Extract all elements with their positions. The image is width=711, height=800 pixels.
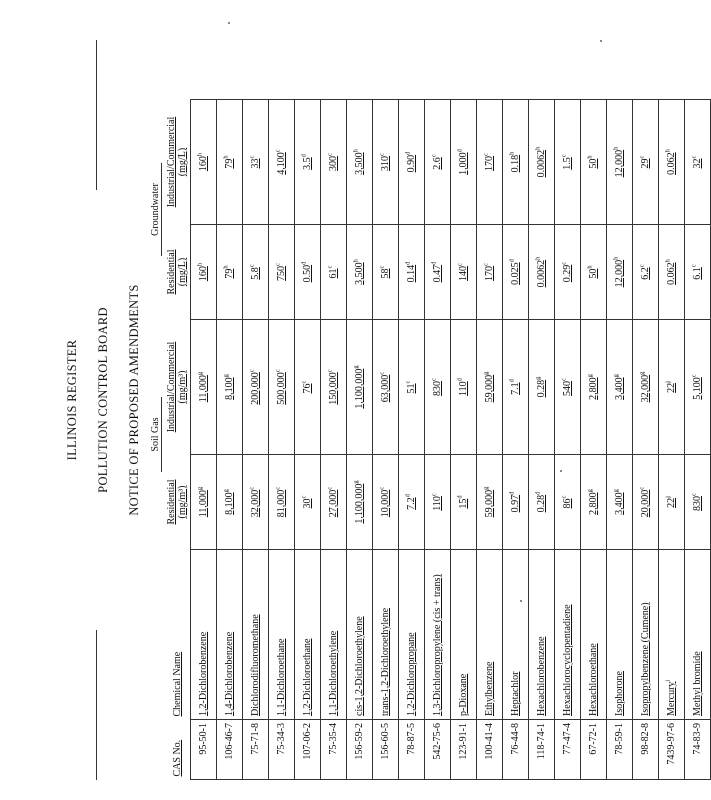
chemical-name-cell: 1,2-Dichlorobenzene [191, 550, 217, 720]
chemical-name-cell: 1,4-Dichlorobenzene [217, 550, 243, 720]
residential-soil-gas-cell: 8,100$^g$ [217, 455, 243, 550]
col-header-ind-soil-gas: Industrial/Commercial (mg/m³) [166, 341, 188, 433]
industrial-groundwater-cell: 4,100$^c$ [269, 100, 295, 225]
footnote-marker: h [222, 155, 230, 159]
chemical-name-cell: Dichlorodifluoromethane [243, 550, 269, 720]
residential-groundwater-cell: 160$^h$ [191, 225, 217, 320]
footnote-marker: c [326, 369, 334, 373]
residential-soil-gas-cell: 10,000$^c$ [373, 455, 399, 550]
chemical-name-cell: 1,1-Dichloroethylene [321, 550, 347, 720]
cas-number-cell: 95-50-1 [191, 720, 217, 780]
residential-soil-gas-cell: 22$^j$ [659, 455, 685, 550]
chemical-name-cell: Mercury$^i$ [659, 550, 685, 720]
chemical-name-cell: 1,3-Dichloropropylene (cis + trans) [425, 550, 451, 720]
cas-number-cell: 100-41-4 [477, 720, 503, 780]
footnote-marker: c [560, 154, 568, 158]
industrial-groundwater-cell: 79$^h$ [217, 100, 243, 225]
chemical-name-cell: 1,2-Dichloropropane [399, 550, 425, 720]
footnote-marker: d [508, 379, 516, 383]
footnote-marker: c [274, 263, 282, 266]
footnote-marker: h [222, 265, 230, 269]
chemical-name-cell: Heptachlor [503, 550, 529, 720]
residential-soil-gas-cell: 3,400$^g$ [607, 455, 633, 550]
footnote-marker: g [482, 371, 490, 375]
footnote-marker: c [248, 369, 256, 373]
footnote-marker: c [690, 374, 698, 378]
residential-groundwater-cell: 61$^c$ [321, 225, 347, 320]
residential-soil-gas-cell: 110$^c$ [425, 455, 451, 550]
table-row [685, 100, 711, 780]
residential-groundwater-cell: 140$^c$ [451, 225, 477, 320]
footnote-marker: c [638, 486, 646, 490]
industrial-soil-gas-cell: 63,000$^c$ [373, 320, 399, 455]
footnote-marker: g [352, 480, 360, 484]
footnote-marker: h [352, 259, 360, 263]
footnote-marker: c [690, 493, 698, 496]
cas-number-cell: 76-44-8 [503, 720, 529, 780]
footnote-marker: c [690, 264, 698, 268]
footnote-marker: c [274, 369, 282, 373]
residential-groundwater-cell: 0.47$^d$ [425, 225, 451, 320]
col-header-cas: CAS No. [171, 739, 183, 777]
scan-speck [228, 22, 230, 24]
table-row [503, 100, 529, 780]
table-body [191, 100, 711, 780]
industrial-soil-gas-cell: 3,400$^g$ [607, 320, 633, 455]
footnote-marker: h [664, 259, 672, 263]
footnote-marker: c [690, 155, 698, 159]
industrial-groundwater-cell: 160$^h$ [191, 100, 217, 225]
soil-gas-group-header: Soil Gas [148, 320, 164, 550]
footnote-marker: d [534, 491, 542, 495]
industrial-groundwater-cell: 0.18$^h$ [503, 100, 529, 225]
residential-groundwater-cell: 5.8$^c$ [243, 225, 269, 320]
footnote-marker: g [586, 374, 594, 378]
residential-soil-gas-cell: 830$^c$ [685, 455, 711, 550]
footnote-marker: c [482, 153, 490, 156]
residential-groundwater-cell: 6.1$^c$ [685, 225, 711, 320]
industrial-soil-gas-cell: 51$^c$ [399, 320, 425, 455]
industrial-soil-gas-cell: 11,000$^g$ [191, 320, 217, 455]
footnote-marker: c [430, 493, 438, 497]
chemical-name-cell: 1,2-Dichloroethane [295, 550, 321, 720]
table-row [399, 100, 425, 780]
footnote-marker: j [664, 496, 672, 498]
industrial-soil-gas-cell: 200,000$^c$ [243, 320, 269, 455]
industrial-soil-gas-cell: 0.28$^g$ [529, 320, 555, 455]
chemical-name-cell: Methyl bromide [685, 550, 711, 720]
cas-number-cell: 123-91-1 [451, 720, 477, 780]
board-title: POLLUTION CONTROL BOARD [96, 307, 110, 493]
residential-groundwater-cell: 12,000$^h$ [607, 225, 633, 320]
chemical-name-cell: p-Dioxane [451, 550, 477, 720]
table-row [659, 100, 685, 780]
chemical-name-cell: Ethylbenzene [477, 550, 503, 720]
notice-title: NOTICE OF PROPOSED AMENDMENTS [127, 284, 141, 516]
residential-groundwater-cell: 0.14$^d$ [399, 225, 425, 320]
residential-groundwater-cell: 0.50$^d$ [295, 225, 321, 320]
residential-soil-gas-cell: 20,000$^c$ [633, 455, 659, 550]
industrial-soil-gas-cell: 5,100$^c$ [685, 320, 711, 455]
industrial-soil-gas-cell: 22$^j$ [659, 320, 685, 455]
footnote-marker: d [456, 495, 464, 499]
industrial-soil-gas-cell: 7.1$^d$ [503, 320, 529, 455]
cas-number-cell: 98-82-8 [633, 720, 659, 780]
residential-soil-gas-cell: 7.2$^d$ [399, 455, 425, 550]
residential-soil-gas-cell: 0.97$^d$ [503, 455, 529, 550]
footnote-marker: j [664, 381, 672, 383]
footnote-marker: d [456, 149, 464, 153]
cas-number-cell: 67-72-1 [581, 720, 607, 780]
amendment-table [148, 99, 711, 780]
footnote-marker: g [196, 371, 204, 376]
industrial-groundwater-cell: 0.062$^h$ [659, 100, 685, 225]
residential-groundwater-cell: 6.2$^c$ [633, 225, 659, 320]
scan-speck [560, 470, 562, 472]
industrial-soil-gas-cell: 76$^c$ [295, 320, 321, 455]
cas-number-cell: 107-06-2 [295, 720, 321, 780]
industrial-groundwater-cell: 1.5$^c$ [555, 100, 581, 225]
table-row [243, 100, 269, 780]
footnote-marker: g [612, 374, 620, 378]
cas-number-cell: 75-71-8 [243, 720, 269, 780]
footnote-marker: h [534, 146, 542, 150]
footnote-marker: c [248, 264, 256, 268]
cas-number-cell: 118-74-1 [529, 720, 555, 780]
industrial-groundwater-cell: 0.0062$^h$ [529, 100, 555, 225]
table-row [555, 100, 581, 780]
residential-soil-gas-cell: 27,000$^c$ [321, 455, 347, 550]
residential-soil-gas-cell: 2,800$^g$ [581, 455, 607, 550]
chemical-name-cell: Hexachlorocyclopentadiene [555, 550, 581, 720]
industrial-groundwater-cell: 3,500$^h$ [347, 100, 373, 225]
table-row [581, 100, 607, 780]
table-row [217, 100, 243, 780]
col-header-name: Chemical Name [171, 651, 183, 717]
industrial-soil-gas-cell: 8,100$^g$ [217, 320, 243, 455]
table-row [347, 100, 373, 780]
col-header-res-groundwater: Residential (mg/L) [166, 249, 188, 295]
footnote-marker: h [612, 256, 620, 260]
footnote-marker: h [196, 152, 204, 157]
industrial-groundwater-cell: 12,000$^h$ [607, 100, 633, 225]
industrial-groundwater-cell: 32$^c$ [685, 100, 711, 225]
footnote-marker: g [196, 486, 204, 491]
footnote-marker: c [274, 149, 282, 153]
cas-number-cell: 77-47-4 [555, 720, 581, 780]
table-row [269, 100, 295, 780]
industrial-soil-gas-cell: 150,000$^c$ [321, 320, 347, 455]
col-header-res-soil-gas: Residential (mg/m³) [166, 479, 188, 525]
footnote-marker: h [664, 149, 672, 153]
footnote-marker: d [300, 261, 308, 265]
residential-soil-gas-cell: 0.28$^d$ [529, 455, 555, 550]
footnote-marker: d [508, 259, 516, 263]
footnote-marker: g [586, 489, 594, 493]
table-row [321, 100, 347, 780]
footnote-marker: c [378, 371, 386, 375]
footnote-marker: d [404, 151, 412, 155]
footnote-marker: d [430, 261, 438, 265]
residential-groundwater-cell: 0.0062$^h$ [529, 225, 555, 320]
residential-groundwater-cell: 3,500$^h$ [347, 225, 373, 320]
chemical-name-cell: Isopropylbenzene (Cumene) [633, 550, 659, 720]
footnote-marker: c [248, 486, 256, 490]
cas-number-cell: 75-35-4 [321, 720, 347, 780]
footnote-marker: c [430, 378, 438, 381]
footnote-marker: c [638, 264, 646, 268]
residential-soil-gas-cell: 86$^c$ [555, 455, 581, 550]
residential-groundwater-cell: 79$^h$ [217, 225, 243, 320]
residential-soil-gas-cell: 81,000$^c$ [269, 455, 295, 550]
industrial-groundwater-cell: 300$^c$ [321, 100, 347, 225]
table-row [191, 100, 217, 780]
residential-soil-gas-cell: 30$^c$ [295, 455, 321, 550]
table-row [477, 100, 503, 780]
residential-soil-gas-cell: 11,000$^g$ [191, 455, 217, 550]
footnote-marker: g [482, 486, 490, 490]
table-row [633, 100, 659, 780]
footnote-marker: g [612, 489, 620, 493]
industrial-groundwater-cell: 1,000$^d$ [451, 100, 477, 225]
footnote-marker: c [326, 486, 334, 490]
table-row [451, 100, 477, 780]
footnote-marker: g [222, 489, 230, 493]
footnote-marker: i [664, 679, 672, 682]
chemical-name-cell: Isophorone [607, 550, 633, 720]
cas-number-cell: 542-75-6 [425, 720, 451, 780]
chemical-name-cell: Hexachlorobenzene [529, 550, 555, 720]
cas-number-cell: 78-59-1 [607, 720, 633, 780]
industrial-groundwater-cell: 3.5$^d$ [295, 100, 321, 225]
cas-number-cell: 156-59-2 [347, 720, 373, 780]
chemical-name-cell: Hexachloroethane [581, 550, 607, 720]
footnote-marker: d [404, 494, 412, 498]
footnote-marker: d [456, 378, 464, 382]
footnote-marker: c [456, 263, 464, 266]
scan-speck [520, 600, 522, 602]
footnote-marker: c [300, 495, 308, 499]
residential-groundwater-cell: 0.29$^c$ [555, 225, 581, 320]
col-header-ind-groundwater: Industrial/Commercial (mg/L) [166, 116, 188, 208]
groundwater-group-header: Groundwater [148, 100, 164, 320]
footnote-marker: h [196, 262, 204, 267]
residential-soil-gas-cell: 32,000$^c$ [243, 455, 269, 550]
footnote-marker: h [352, 149, 360, 153]
footnote-marker: c [560, 378, 568, 381]
footnote-marker: c [430, 154, 438, 158]
industrial-groundwater-cell: 29$^c$ [633, 100, 659, 225]
residential-groundwater-cell: 50$^h$ [581, 225, 607, 320]
footnote-marker: d [508, 491, 516, 495]
chemical-name-cell: cis-1,2-Dichloroethylene [347, 550, 373, 720]
residential-groundwater-cell: 58$^c$ [373, 225, 399, 320]
industrial-soil-gas-cell: 1,100,000$^g$ [347, 320, 373, 455]
industrial-groundwater-cell: 2.6$^c$ [425, 100, 451, 225]
footnote-marker: g [352, 365, 360, 369]
footnote-marker: h [534, 256, 542, 260]
footnote-marker: c [378, 486, 386, 490]
industrial-soil-gas-cell: 110$^d$ [451, 320, 477, 455]
footnote-marker: c [560, 261, 568, 265]
table-row [529, 100, 555, 780]
residential-soil-gas-cell: 59,000$^g$ [477, 455, 503, 550]
footnote-marker: h [508, 151, 516, 155]
footnote-marker: h [586, 155, 594, 159]
industrial-groundwater-cell: 170$^c$ [477, 100, 503, 225]
footnote-marker: c [638, 155, 646, 159]
industrial-soil-gas-cell: 830$^c$ [425, 320, 451, 455]
chemical-name-cell: trans-1,2-Dichloroethylene [373, 550, 399, 720]
footnote-marker: c [378, 265, 386, 269]
industrial-soil-gas-cell: 32,000$^g$ [633, 320, 659, 455]
industrial-soil-gas-cell: 59,000$^g$ [477, 320, 503, 455]
industrial-groundwater-cell: 310$^c$ [373, 100, 399, 225]
residential-groundwater-cell: 0.025$^d$ [503, 225, 529, 320]
chemical-name-cell: 1,1-Dichloroethane [269, 550, 295, 720]
footnote-marker: c [560, 495, 568, 499]
footnote-marker: h [612, 146, 620, 150]
table-row [295, 100, 321, 780]
residential-groundwater-cell: 0.062$^h$ [659, 225, 685, 320]
cas-number-cell: 106-46-7 [217, 720, 243, 780]
footnote-marker: c [300, 380, 308, 384]
table-row [607, 100, 633, 780]
scan-speck [600, 40, 602, 42]
cas-number-cell: 7439-97-6 [659, 720, 685, 780]
footnote-marker: c [274, 486, 282, 490]
residential-groundwater-cell: 750$^c$ [269, 225, 295, 320]
footnote-marker: c [326, 265, 334, 269]
footnote-marker: g [534, 376, 542, 380]
residential-soil-gas-cell: 15$^d$ [451, 455, 477, 550]
industrial-soil-gas-cell: 500,000$^c$ [269, 320, 295, 455]
cas-number-cell: 78-87-5 [399, 720, 425, 780]
register-title: ILLINOIS REGISTER [65, 339, 79, 461]
footnote-marker: g [638, 371, 646, 375]
cas-number-cell: 75-34-3 [269, 720, 295, 780]
residential-soil-gas-cell: 1,100,000$^g$ [347, 455, 373, 550]
residential-groundwater-cell: 170$^c$ [477, 225, 503, 320]
footnote-marker: c [404, 380, 412, 384]
industrial-groundwater-cell: 50$^h$ [581, 100, 607, 225]
table-row [425, 100, 451, 780]
footnote-marker: h [586, 265, 594, 269]
industrial-groundwater-cell: 0.90$^d$ [399, 100, 425, 225]
footnote-marker: d [300, 154, 308, 158]
table-row [373, 100, 399, 780]
footnote-marker: c [248, 155, 256, 159]
footnote-marker: g [222, 374, 230, 378]
footnote-marker: d [404, 261, 412, 265]
footnote-marker: c [326, 153, 334, 156]
cas-number-cell: 156-60-5 [373, 720, 399, 780]
industrial-soil-gas-cell: 2,800$^g$ [581, 320, 607, 455]
industrial-groundwater-cell: 33$^c$ [243, 100, 269, 225]
footnote-marker: c [378, 153, 386, 156]
cas-number-cell: 74-83-9 [685, 720, 711, 780]
footnote-marker: c [482, 263, 490, 266]
industrial-soil-gas-cell: 540$^c$ [555, 320, 581, 455]
